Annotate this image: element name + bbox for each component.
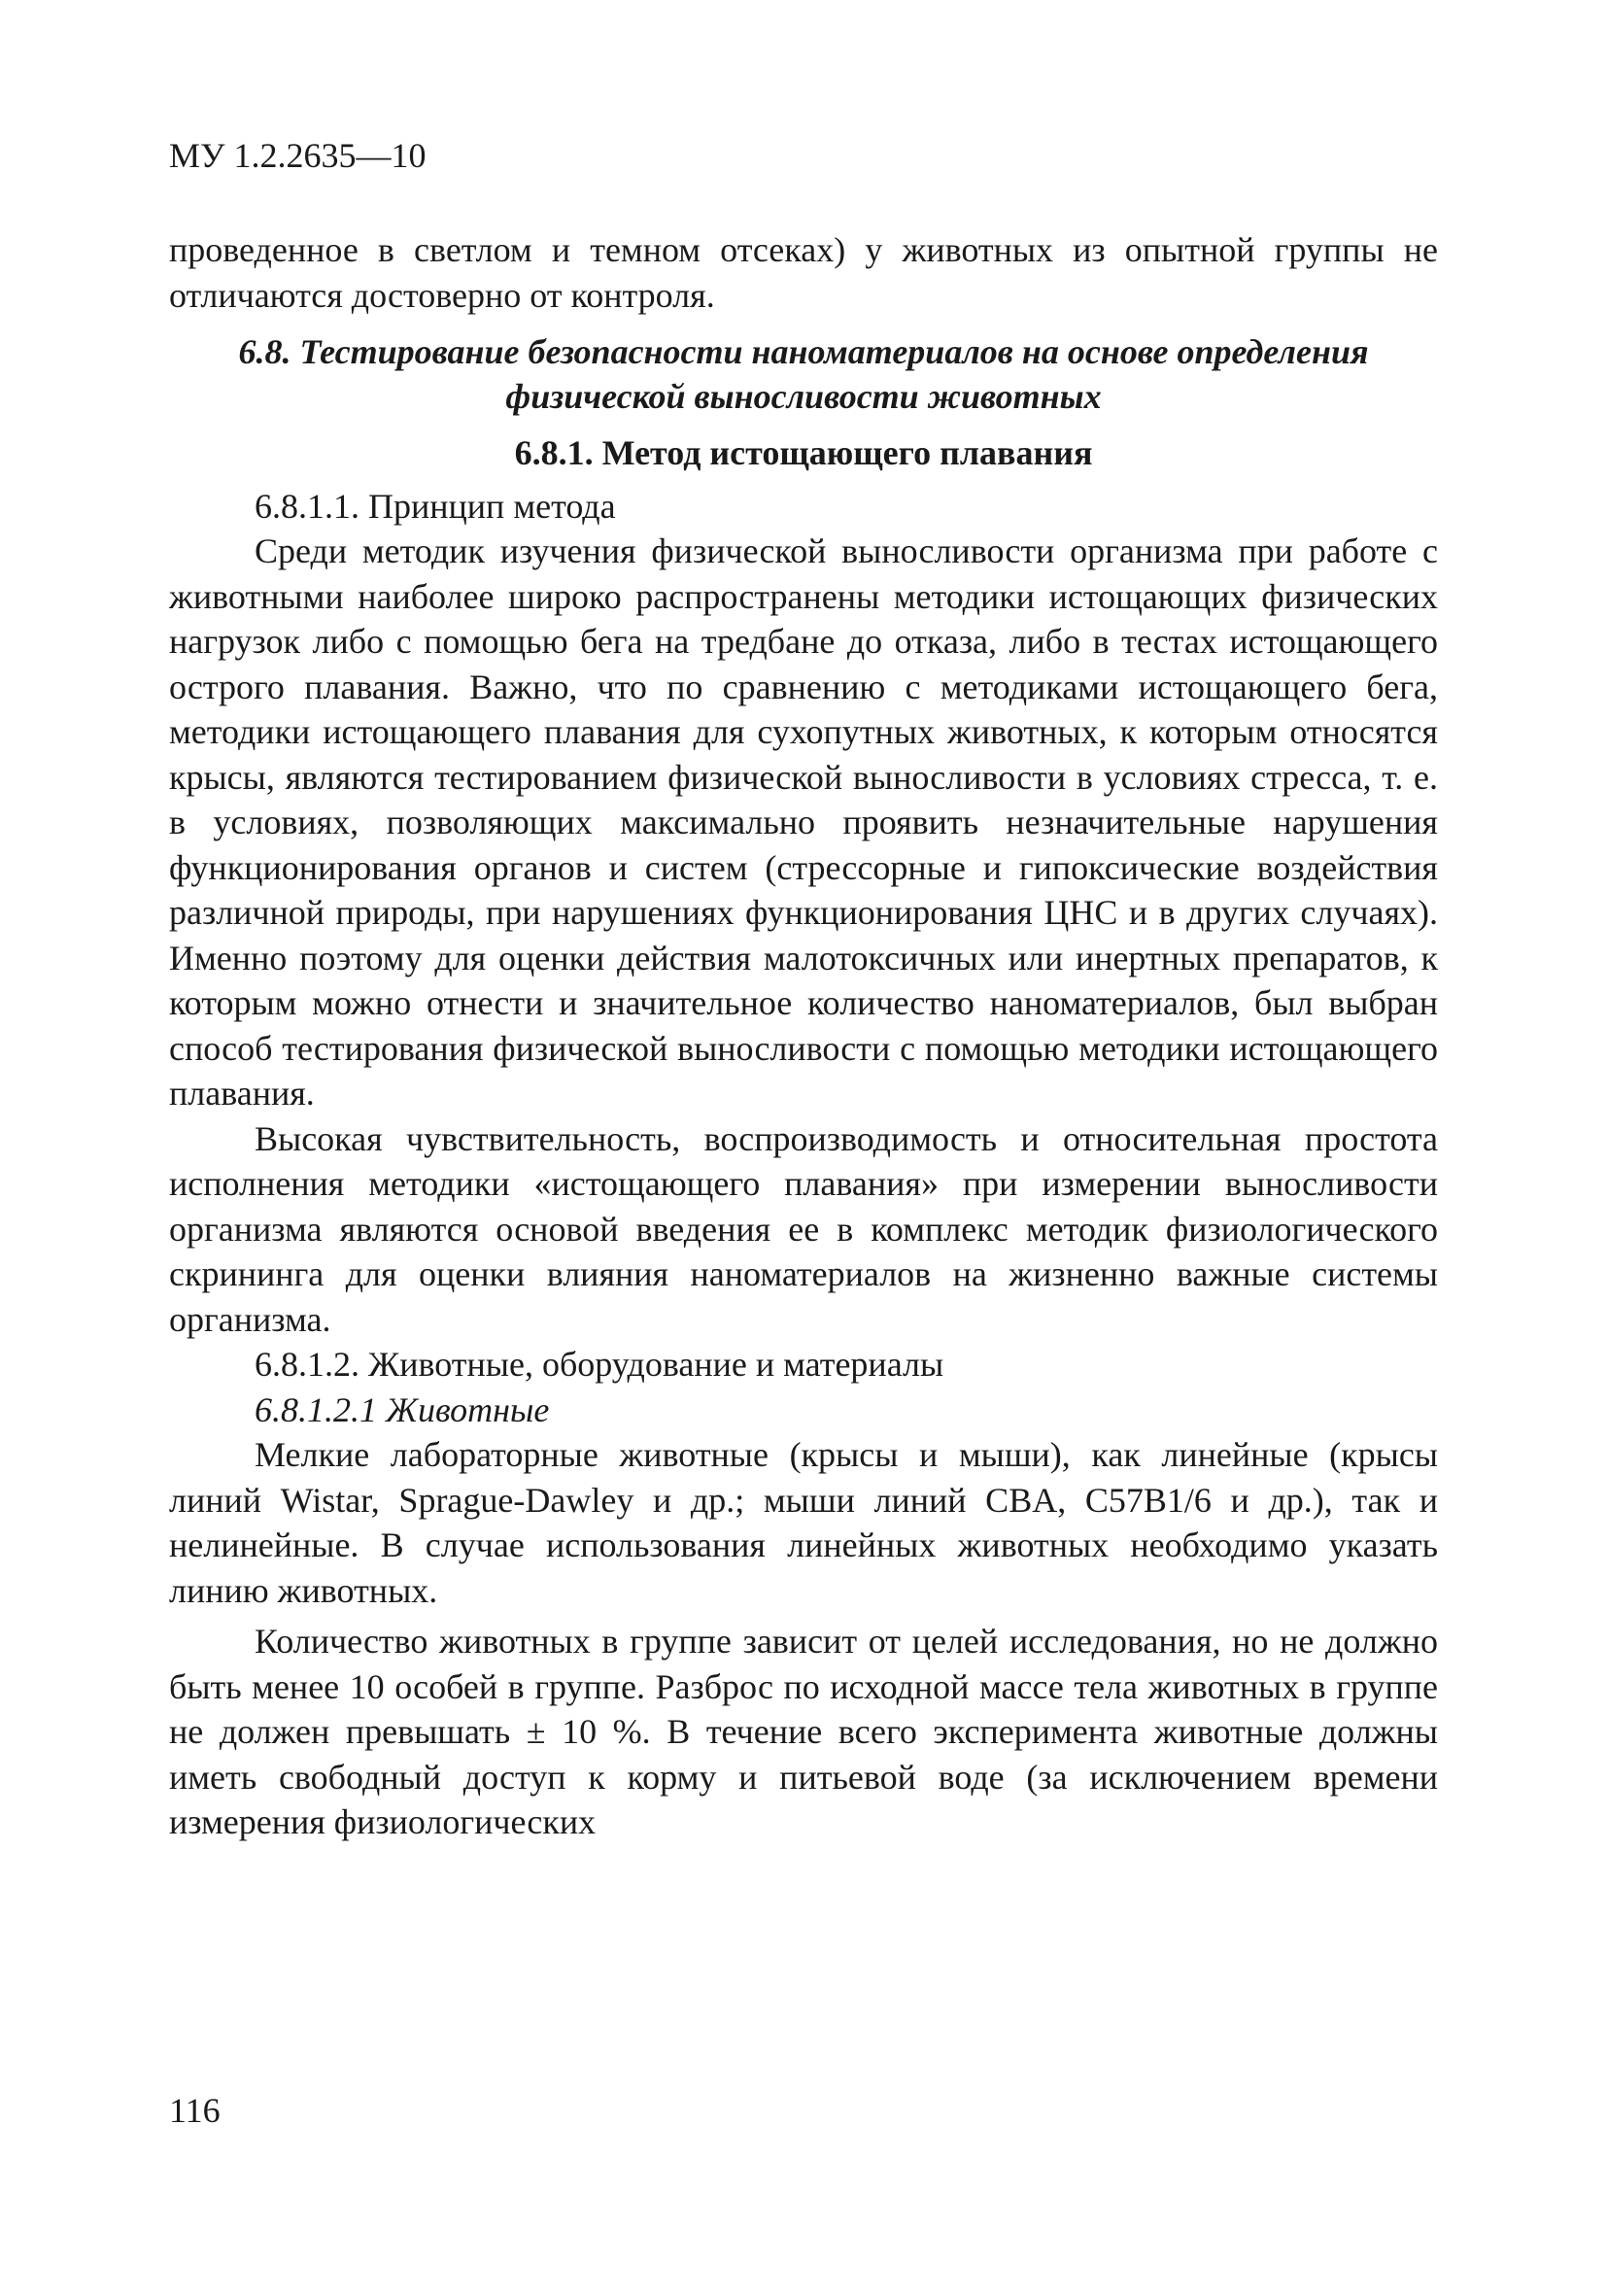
document-code-header: МУ 1.2.2635—10 xyxy=(169,136,427,175)
paragraph-continuation: проведенное в светлом и темном отсеках) у животных из опытной группы не отличаются достоверно от контроля. xyxy=(169,230,1438,315)
subsection-title: 6.8.1. Метод истощающего плавания xyxy=(514,433,1093,472)
paragraph-principle-2: Высокая чувствительность, воспроизводимость и относительная простота исполнения методики «истощающего плавания» при измерении выносливости организма являются основой введения ее в комплекс методик физиологического скрининга для оценки влияния наноматериалов на жизненно важные системы организма. xyxy=(169,1118,1438,1339)
paragraph-animals-1: Мелкие лабораторные животные (крысы и мыши), как линейные (крысы линий Wistar, Sprague-Dawley и др.; мыши линий CBA, C57B1/6 и др.), так и нелинейные. В случае использования линейных животных необходимо указать линию животных. xyxy=(169,1435,1438,1610)
paragraph-principle-1: Среди методик изучения физической выносливости организма при работе с животными наиболее широко распространены методики истощающих физических нагрузок либо с помощью бега на тредбане до отказа, либо в тестах истощающего острого плавания. Важно, что по сравнению с методиками истощающего бега, методики истощающего плавания для сухопутных животных, к которым относятся крысы, являются тестированием физической выносливости в условиях стресса, т. е. в условиях, позволяющих максимально проявить незначительные нарушения функционирования органов и систем (стрессорные и гипоксические воздействия различной природы, при нарушениях функционирования ЦНС и в других случаях). Именно поэтому для оценки действия малотоксичных или инертных препаратов, к которым можно отнести и значительное количество наноматериалов, был выбран способ тестирования физической выносливости с помощью методики истощающего плавания. xyxy=(169,531,1438,1113)
paragraph-animals-2: Количество животных в группе зависит от целей исследования, но не должно быть менее 10 особей в группе. Разброс по исходной массе тела животных в группе не должен превышать ± 10 %. В течение всего эксперимента животные должны иметь свободный доступ к корму и питьевой воде (за исключением времени измерения физиологических xyxy=(169,1622,1438,1841)
item-heading-animals-equipment: 6.8.1.2. Животные, оборудование и материалы xyxy=(255,1345,944,1384)
item-heading-principle: 6.8.1.1. Принцип метода xyxy=(255,486,616,526)
item-heading-animals: 6.8.1.2.1 Животные xyxy=(255,1389,550,1429)
page-number: 116 xyxy=(169,2091,221,2130)
section-title: 6.8. Тестирование безопасности наноматериалов на основе определения физической выносливости животных xyxy=(238,332,1369,416)
page-content xyxy=(169,227,1438,1845)
